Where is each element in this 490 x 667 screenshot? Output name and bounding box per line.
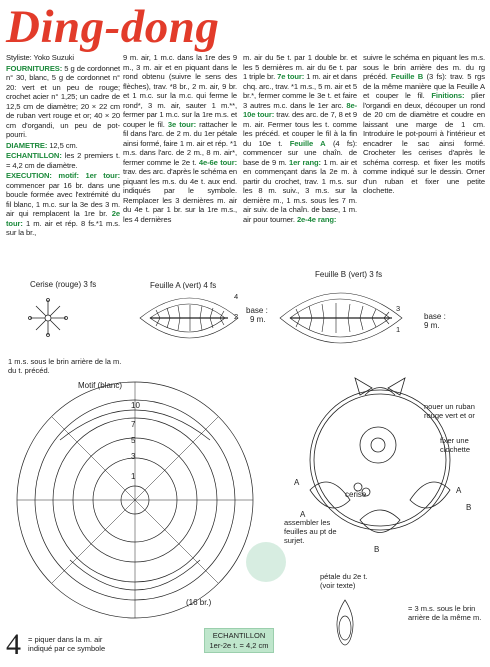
finitions-label: Finitions: bbox=[431, 91, 465, 100]
base-label-b: base : bbox=[424, 312, 446, 321]
tour46-label: 4e-6e tour: bbox=[198, 157, 237, 167]
tour810-label: 8e-10e tour: bbox=[243, 100, 358, 119]
col3-text-2: 1 m. air et dans chq. arc., trav. *1 m.s., 5 m. air et 5 br.*, fermer comme le 3e t. et faire 3 autres m.c. dans le 1er arc. bbox=[243, 72, 357, 110]
echantillon-box-value: 1er-2e t. = 4,2 cm bbox=[209, 641, 269, 650]
motif-row-7: 7 bbox=[131, 420, 136, 429]
cerise-illus-label: cerise bbox=[345, 490, 367, 499]
col4-text-3: plier l'organdi en deux, découper un rond de 20 cm de diamètre et coudre en laissant une marge de 1 cm. Introduire le pot-pourri à l'intérieur et encadrer le sac ainsi formé. Crocheter les cerises d'après le schéma corresp. et fixer les motifs comme indiqué sur le dessin. Orner d'un ruban et fixer une petite clochette. bbox=[363, 91, 486, 195]
tour2-label: 2e tour: bbox=[6, 209, 120, 228]
diametre-label: DIAMETRE: bbox=[6, 140, 48, 150]
echantillon-box bbox=[204, 628, 274, 653]
leaf-b-row-3: 3 bbox=[396, 304, 401, 313]
col3-text-4: (4 fs): commencer sur une chaîn. de base de 9 m. bbox=[243, 138, 358, 167]
motif-row-3: 3 bbox=[131, 452, 136, 461]
execution-text: commencer par 16 br. dans une boucle formée avec l'extrémité du fil blanc, 1 m.c. sur la 3e des 3 m. air qui remplacent la 1re br. bbox=[6, 180, 120, 218]
motif-diagram bbox=[17, 382, 253, 618]
legend-pique: = piquer dans la m. air indiqué par ce symbole bbox=[28, 635, 106, 653]
col3-text-5: 1 m. air et en commençant dans la 2e m. à partir du crochet, trav. 1 m.s. sur les 8 m. suiv., 3 m.s. sur la dernière m., 1 m.s. sous les 7 m. air suiv. de la chaîn. de base, 1 m. air pour tourner. bbox=[243, 157, 357, 224]
motif-row-5: 5 bbox=[131, 436, 136, 445]
col2-text-2: rattacher le fil dans l'arc. de 2 m. du 1er pétale ainsi formé, faire 1 m. air et rép. *1 m.s. dans l'arc. de 2 m., 8 m. air*, fermer comme le 2e t. bbox=[123, 119, 238, 167]
tour2-text: 1 m. air et rép. 8 fs.*1 m.s. sur la br., bbox=[6, 218, 120, 237]
legend-x: 1 m.s. sous le brin arrière de la m. du t. précéd. bbox=[8, 357, 122, 375]
echantillon-label: ECHANTILLON: bbox=[6, 151, 62, 160]
echantillon-box-title: ECHANTILLON bbox=[212, 631, 266, 640]
decor-blob bbox=[246, 542, 286, 582]
col2-text-1: 9 m. air, 1 m.c. dans la 1re des 9 m., 3 m. air et en piquant dans le rond obtenu (suivre le sens des flèches), trav. *8 br., 2 m. air, 9 br. et 1 m.c. sur la m.c. qui ferme le rond*, 3 m. air, sauter 1 m.**, fermer par 1 m.c. sur la 1re m.s. et couper le fil. bbox=[123, 53, 237, 129]
col2-text-3: trav. des arc. d'après le schéma en piquant les m.s. du 4e t. aux end. indiqués par le symbole. Remplacer les 3 dernières m. air du 4e t. par 1 br. sur la 1re m.s., les 4 dernières bbox=[123, 167, 237, 224]
petale-label: pétale du 2e t. (voir texte) bbox=[320, 572, 368, 590]
feuille-b-label: Feuille B (vert) 3 fs bbox=[315, 270, 383, 279]
assembler-label: assembler les feuilles au pt de surjet. bbox=[284, 518, 337, 545]
tour1-label: 1er tour: bbox=[85, 171, 121, 180]
page-title: Ding-dong bbox=[6, 1, 220, 53]
echantillon-text: les 2 premiers t. = 4,2 cm de diamètre. bbox=[6, 151, 120, 170]
motif-label: Motif (blanc) bbox=[78, 381, 123, 390]
leaf-b-row-1: 1 bbox=[396, 325, 401, 334]
page-number: 4 bbox=[6, 628, 21, 661]
base-label-a: base : bbox=[246, 306, 268, 315]
leaf-b-diagram bbox=[280, 293, 402, 343]
marker-a-1: A bbox=[294, 478, 300, 487]
col4-text-1: suivre le schéma en piquant les m.s. sous le brin arrière des m. du rg précéd. bbox=[363, 53, 485, 81]
legend-ms: = 3 m.s. sous le brin arrière de la même m. bbox=[408, 604, 482, 622]
marker-a-3: A bbox=[300, 510, 306, 519]
base-m-b: 9 m. bbox=[424, 321, 440, 330]
tour3-label: 3e tour: bbox=[167, 119, 197, 129]
leaf-a-row-4: 4 bbox=[234, 292, 239, 301]
feuilleA-label: Feuille A bbox=[289, 138, 326, 148]
diametre-text: 12,5 cm. bbox=[49, 140, 78, 150]
feuilleB-label: Feuille B bbox=[391, 72, 424, 81]
feuille-a-label: Feuille A (vert) 4 fs bbox=[150, 281, 217, 290]
fournitures-label: FOURNITURES: bbox=[6, 63, 63, 73]
petal-diagram bbox=[337, 600, 353, 645]
clochette-label: fixer une clochette bbox=[440, 436, 471, 454]
leaf-a-row-2: 2 bbox=[234, 312, 239, 321]
leaf-a-diagram bbox=[140, 298, 238, 338]
marker-a-2: A bbox=[456, 486, 462, 495]
motif-row-10: 10 bbox=[131, 401, 140, 410]
stylist-line: Styliste: Yoko Suzuki bbox=[6, 53, 74, 62]
ruban-label: nouer un ruban rouge vert et or bbox=[424, 402, 475, 420]
marker-b-2: B bbox=[374, 545, 380, 554]
execution-label: EXECUTION: motif: bbox=[6, 171, 79, 180]
col3-text-1: m. air du 5e t. par 1 double br. et les 5 dernières m. air du 6e t. par 1 triple br. bbox=[243, 53, 357, 81]
marker-b-1: B bbox=[466, 503, 472, 512]
base-m-a: 9 m. bbox=[250, 315, 266, 324]
rang1-label: 1er rang: bbox=[289, 157, 321, 167]
motif-row-1: 1 bbox=[131, 472, 136, 481]
rang24-label: 2e-4e rang: bbox=[296, 214, 337, 224]
tour7-label: 7e tour: bbox=[277, 72, 305, 81]
col4-text-2: (3 fs): trav. 5 rgs de la même manière que la Feuille A et couper le fil. bbox=[363, 72, 485, 100]
brs-label: (16 br.) bbox=[186, 598, 212, 607]
cherry-symbol bbox=[29, 299, 68, 337]
col3-text-3: trav. des arc. de 7, 8 et 9 m. air. Fermer tous les t. comme les précéd. et couper le fil à la fin du 10e t. bbox=[243, 110, 358, 148]
cerise-label: Cerise (rouge) 3 fs bbox=[30, 280, 97, 289]
fournitures-text: 5 g de cordonnet n° 30, blanc, 5 g de cordonnet n° 20: vert et un peu de rouge; crochet acier n° 1,25; un cadre de 12,5 cm de diamètre; 20 × 22 cm de ruban vert rouge et or; 40 × 20 cm d'organdi, un peu de pot-pourri. bbox=[6, 63, 120, 139]
